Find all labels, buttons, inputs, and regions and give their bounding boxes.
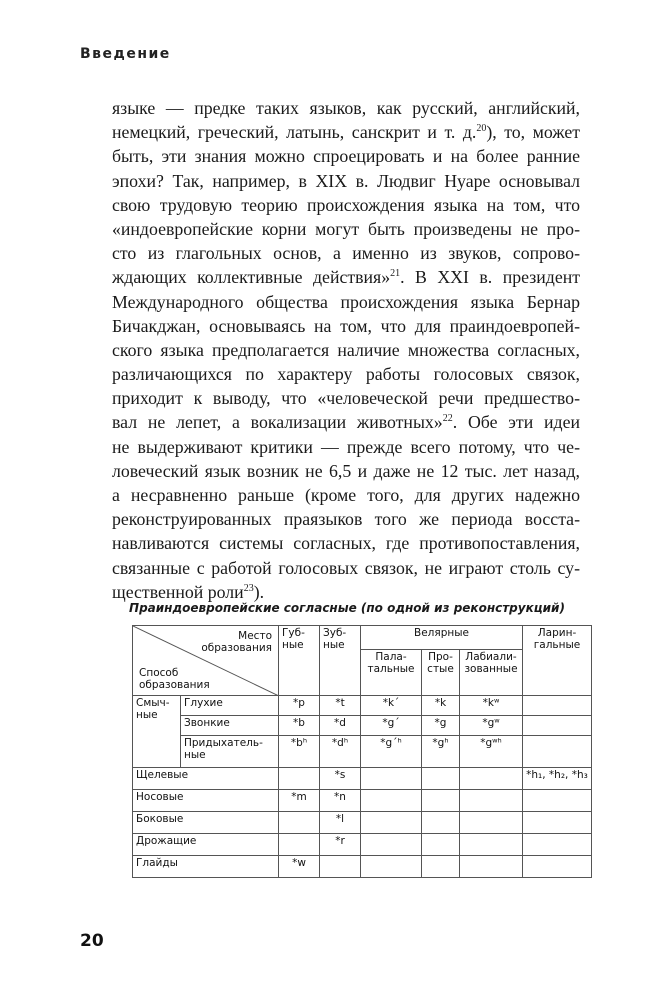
text-line	[112, 483, 580, 507]
line-text: различающихся по характеру работы голосовых связок,	[112, 364, 580, 385]
cell-empty	[279, 768, 320, 790]
text-line	[112, 217, 580, 241]
row-nasals: Носовые	[133, 790, 279, 812]
cell-p: *p	[279, 696, 320, 716]
cell-n: *n	[320, 790, 361, 812]
cell-empty	[422, 790, 460, 812]
cell-empty	[523, 736, 592, 768]
page-number: 20	[80, 931, 104, 951]
text-line	[112, 338, 580, 362]
col-laryngeal: Ларингальные	[523, 626, 592, 696]
cell-empty	[422, 768, 460, 790]
cell-gwh: *gʷʰ	[460, 736, 523, 768]
cell-empty	[523, 834, 592, 856]
cell-dh: *dʰ	[320, 736, 361, 768]
table-caption: Праиндоевропейские согласные (по одной из реконструкций)	[129, 601, 565, 615]
line-text: реконструированных праязыков того же периода восста-	[112, 509, 580, 530]
col-labial: Губные	[279, 626, 320, 696]
table-corner-cell	[133, 626, 279, 696]
cell-empty	[320, 856, 361, 878]
footnote-marker[interactable]: 23	[243, 582, 254, 594]
text-line	[112, 96, 580, 120]
cell-w: *w	[279, 856, 320, 878]
corner-top-label: Место образования	[201, 630, 272, 654]
line-text: ского языка предполагается наличие множества согласных,	[112, 339, 580, 360]
cell-gh-palatal: *g´ʰ	[361, 736, 422, 768]
text-line	[112, 265, 580, 289]
cell-gw: *gʷ	[460, 716, 523, 736]
line-text-after: ).	[253, 581, 265, 602]
row-fricatives: Щелевые	[133, 768, 279, 790]
cell-g-palatal: *g´	[361, 716, 422, 736]
cell-empty	[361, 768, 422, 790]
line-text: вал не лепет, а вокализации животных»	[112, 412, 443, 433]
cell-empty	[422, 834, 460, 856]
text-line	[112, 290, 580, 314]
cell-kw: *kʷ	[460, 696, 523, 716]
line-text: немецкий, греческий, латынь, санскрит и т. д.	[112, 122, 477, 143]
cell-s: *s	[320, 768, 361, 790]
footnote-marker[interactable]: 20	[476, 123, 487, 135]
cell-empty	[422, 856, 460, 878]
cell-b: *b	[279, 716, 320, 736]
cell-empty	[460, 768, 523, 790]
cell-empty	[279, 812, 320, 834]
cell-empty	[460, 856, 523, 878]
cell-gh: *gʰ	[422, 736, 460, 768]
cell-empty	[460, 812, 523, 834]
consonants-table	[132, 625, 592, 878]
line-text: ловеческий язык возник не 6,5 и даже не 12 тыс. лет назад,	[112, 460, 580, 481]
line-text: связанные с работой голосовых связок, не играют столь су-	[112, 557, 580, 578]
text-line	[112, 531, 580, 555]
row-trills: Дрожащие	[133, 834, 279, 856]
cell-empty	[361, 834, 422, 856]
text-line	[112, 314, 580, 338]
cell-empty	[279, 834, 320, 856]
row-voiceless: Глухие	[181, 696, 279, 716]
text-line	[112, 507, 580, 531]
cell-g: *g	[422, 716, 460, 736]
col-velar: Велярные	[361, 626, 523, 650]
cell-empty	[460, 790, 523, 812]
footnote-marker[interactable]: 21	[390, 268, 401, 280]
line-text: языке — предке таких языков, как русский, английский,	[112, 98, 580, 118]
line-text: щественной роли	[112, 581, 244, 602]
col-plain-velar: Простые	[422, 650, 460, 696]
line-text: навливаются системы согласных, где противопоставления,	[112, 533, 580, 554]
text-line	[112, 144, 580, 168]
line-text: свою трудовую теорию происхождения языка на том, что	[112, 194, 580, 215]
text-line	[112, 193, 580, 217]
line-text: эпохи? Так, например, в XIX в. Людвиг Нуаре основывал	[112, 170, 580, 191]
cell-empty	[523, 812, 592, 834]
cell-empty	[361, 790, 422, 812]
cell-m: *m	[279, 790, 320, 812]
row-stops: Смычные	[133, 696, 181, 768]
line-text: а несравненно раньше (кроме того, для других надежно	[112, 485, 580, 505]
text-line	[112, 556, 580, 580]
text-line	[112, 241, 580, 265]
line-text: «индоевропейские корни могут быть произведены не про-	[112, 218, 580, 239]
line-text: приходит к выводу, что «человеческой речи предшество-	[112, 388, 580, 409]
text-line	[112, 459, 580, 483]
corner-bottom-label: Способ образования	[139, 667, 210, 691]
line-text: сто из глагольных основ, а именно из звуков, сопрово-	[112, 243, 580, 264]
cell-empty	[523, 856, 592, 878]
row-aspirated: Придыхательные	[181, 736, 279, 768]
text-line	[112, 435, 580, 459]
cell-empty	[361, 856, 422, 878]
row-voiced: Звонкие	[181, 716, 279, 736]
cell-empty	[460, 834, 523, 856]
cell-empty	[361, 812, 422, 834]
cell-d: *d	[320, 716, 361, 736]
line-text-after: . Обе эти идеи	[452, 412, 581, 433]
text-line	[112, 169, 580, 193]
col-dental: Зубные	[320, 626, 361, 696]
cell-bh: *bʰ	[279, 736, 320, 768]
line-text: Международного общества происхождения языка Бернар	[112, 291, 580, 312]
cell-empty	[523, 790, 592, 812]
row-glides: Глайды	[133, 856, 279, 878]
text-line	[112, 120, 580, 144]
line-text: ждающих коллективные действия»	[112, 267, 391, 288]
line-text-after: ), то, может	[486, 122, 581, 143]
line-text: Бичакджан, основываясь на том, что для праиндоевропей-	[112, 315, 580, 336]
cell-empty	[422, 812, 460, 834]
cell-l: *l	[320, 812, 361, 834]
cell-k-palatal: *k´	[361, 696, 422, 716]
cell-k: *k	[422, 696, 460, 716]
cell-r: *r	[320, 834, 361, 856]
line-text: не выдерживают критики — прежде всего потому, что че-	[112, 436, 580, 457]
line-text-after: . В XXI в. президент	[400, 267, 580, 288]
cell-t: *t	[320, 696, 361, 716]
cell-laryngeals: *h₁, *h₂, *h₃	[523, 768, 592, 790]
running-head: Введение	[80, 46, 171, 62]
cell-empty	[523, 696, 592, 716]
row-laterals: Боковые	[133, 812, 279, 834]
col-palatal: Палатальные	[361, 650, 422, 696]
footnote-marker[interactable]: 22	[442, 413, 453, 425]
text-line	[112, 410, 580, 434]
line-text: быть, эти знания можно спроецировать и на более ранние	[112, 146, 580, 167]
text-line	[112, 362, 580, 386]
text-line	[112, 386, 580, 410]
body-text	[112, 96, 580, 604]
cell-empty	[523, 716, 592, 736]
col-labiovelar: Лабиализованные	[460, 650, 523, 696]
